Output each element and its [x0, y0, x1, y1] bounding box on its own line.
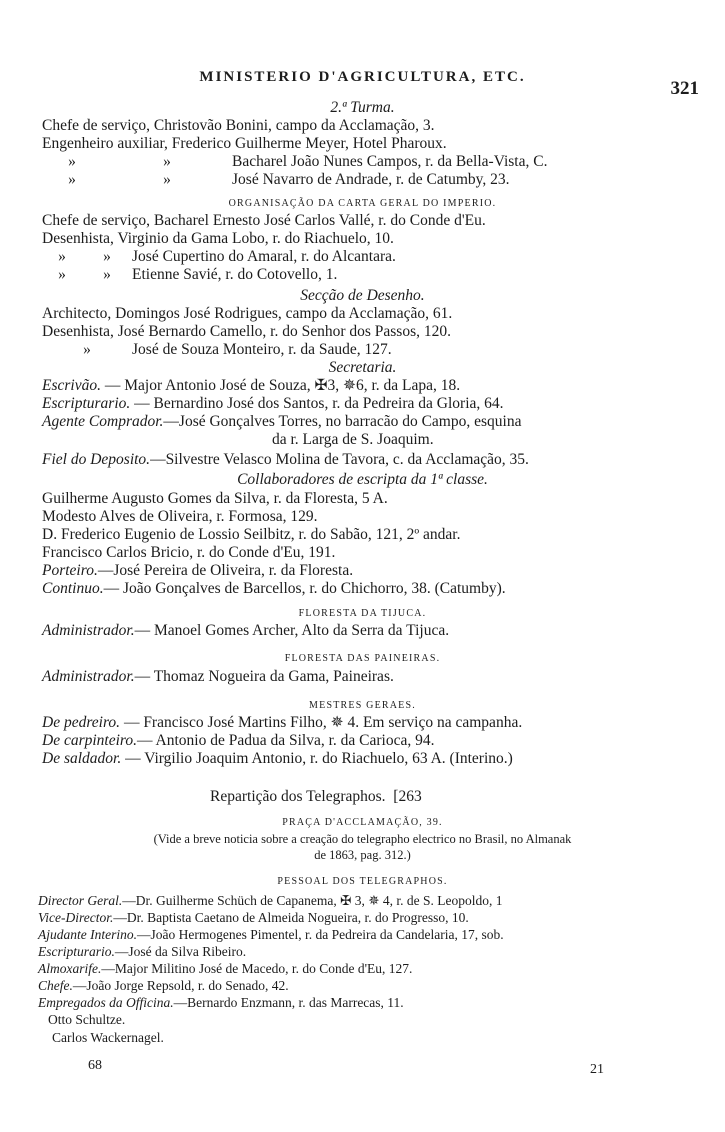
telegraphos-number: [263: [393, 788, 422, 805]
pessoal-label: Chefe.: [38, 978, 73, 993]
desenho-line-3: [42, 341, 705, 359]
collab-line-1: Guilherme Augusto Gomes da Silva, r. da Floresta, 5 A.: [42, 490, 388, 507]
desenho-line-2: Desenhista, José Bernardo Camello, r. do Senhor dos Passos, 120.: [42, 323, 451, 340]
carta-line-3-text: José Cupertino do Amaral, r. do Alcantara.: [132, 248, 396, 265]
continuo-label: Continuo.: [42, 580, 104, 597]
collab-line-3: D. Frederico Eugenio de Lossio Seilbitz, r. do Sabão, 121, 2º andar.: [42, 526, 461, 543]
pessoal-extra: Carlos Wackernagel.: [52, 1030, 164, 1045]
pessoal-text: —Dr. Baptista Caetano de Almeida Nogueira, r. do Progresso, 10.: [113, 910, 469, 925]
pessoal-row: [38, 995, 705, 1011]
telegraphos-note-2: de 1863, pag. 312.): [314, 848, 411, 862]
tijuca-line: [42, 622, 705, 640]
ditto-mark: »: [83, 341, 91, 358]
escripturario-line: [42, 395, 705, 413]
mestre-text: — Antonio de Padua da Silva, r. da Carioca, 94.: [137, 732, 435, 749]
mestres-heading: MESTRES GERAES.: [309, 700, 416, 711]
mestre-row: [42, 732, 705, 750]
carta-geral-heading: ORGANISAÇÃO DA CARTA GERAL DO IMPERIO.: [228, 198, 497, 209]
mestre-row: [42, 714, 705, 732]
pessoal-text: —Bernardo Enzmann, r. das Marrecas, 11.: [173, 995, 404, 1010]
mestre-text: — Virgilio Joaquim Antonio, r. do Riachuelo, 63 A. (Interino.): [125, 750, 513, 767]
pessoal-row: [38, 961, 705, 977]
pessoal-text: —Major Militino José de Macedo, r. do Conde d'Eu, 127.: [101, 961, 413, 976]
continuo-text: — João Gonçalves de Barcellos, r. do Chichorro, 38. (Catumby).: [103, 580, 506, 597]
turma-heading: 2.ª Turma.: [330, 99, 395, 116]
mestre-text: — Francisco José Martins Filho, ✵ 4. Em serviço na campanha.: [123, 714, 523, 731]
pessoal-label: Almoxarife.: [38, 961, 102, 976]
pessoal-label: Escripturario.: [38, 944, 115, 959]
pessoal-label: Empregados da Officina.: [38, 995, 174, 1010]
ditto-mark: »: [68, 171, 76, 188]
paineiras-text: — Thomaz Nogueira da Gama, Paineiras.: [134, 668, 394, 685]
page-number: 321: [670, 78, 699, 99]
ditto-mark: »: [163, 171, 171, 188]
pessoal-row: [38, 910, 705, 926]
telegraphos-heading-line: [210, 788, 705, 806]
porteiro-line: [42, 562, 705, 580]
desenho-line-1: Architecto, Domingos José Rodrigues, campo da Acclamação, 61.: [42, 305, 453, 322]
footer-signature-left: 68: [88, 1058, 102, 1073]
ditto-mark: »: [103, 248, 111, 265]
pessoal-heading: PESSOAL DOS TELEGRAPHOS.: [277, 876, 448, 887]
desenho-line-3-text: José de Souza Monteiro, r. da Saude, 127.: [132, 341, 392, 358]
pessoal-label: Ajudante Interino.: [38, 927, 137, 942]
pessoal-label: Director Geral.: [38, 893, 123, 908]
telegraphos-address: PRAÇA D'ACCLAMAÇÃO, 39.: [282, 817, 443, 828]
tijuca-heading: FLORESTA DA TIJUCA.: [298, 608, 427, 619]
collaboradores-heading: Collaboradores de escripta da 1ª classe.: [237, 471, 488, 488]
ditto-mark: »: [58, 266, 66, 283]
turma-line-4: [42, 171, 705, 189]
ditto-mark: »: [103, 266, 111, 283]
collab-line-2: Modesto Alves de Oliveira, r. Formosa, 129.: [42, 508, 318, 525]
escripturario-label: Escripturario.: [42, 395, 131, 412]
turma-line-3-text: Bacharel João Nunes Campos, r. da Bella-Vista, C.: [232, 153, 548, 170]
fiel-line: [42, 451, 705, 469]
telegraphos-note-1: (Vide a breve noticia sobre a creação do telegrapho electrico no Brasil, no Almanak: [153, 832, 572, 846]
fiel-text: —Silvestre Velasco Molina de Tavora, c. da Acclamação, 35.: [150, 451, 529, 468]
turma-line-4-text: José Navarro de Andrade, r. de Catumby, 23.: [232, 171, 510, 188]
pessoal-row: [38, 927, 705, 943]
escrivao-label: Escrivão.: [42, 377, 101, 394]
mestre-label: De carpinteiro.: [42, 732, 137, 749]
pessoal-row: [38, 893, 705, 909]
fiel-label: Fiel do Deposito.: [42, 451, 151, 468]
turma-line-3: [42, 153, 705, 171]
footer-signature-right: 21: [590, 1062, 604, 1077]
desenho-heading: Secção de Desenho.: [300, 287, 425, 304]
running-header-title: MINISTERIO D'AGRICULTURA, ETC.: [199, 69, 526, 85]
escrivao-line: [42, 377, 705, 395]
pessoal-text: —João Jorge Repsold, r. do Senado, 42.: [72, 978, 289, 993]
pessoal-text: —José da Silva Ribeiro.: [114, 944, 247, 959]
pessoal-text: —Dr. Guilherme Schüch de Capanema, ✠ 3, ✵ 4, r. de S. Leopoldo, 1: [122, 893, 503, 908]
pessoal-row: [38, 978, 705, 994]
agente-label: Agente Comprador.: [42, 413, 164, 430]
escrivao-text: — Major Antonio José de Souza, ✠3, ✵6, r. da Lapa, 18.: [104, 377, 461, 394]
tijuca-text: — Manoel Gomes Archer, Alto da Serra da Tijuca.: [134, 622, 450, 639]
ditto-mark: »: [68, 153, 76, 170]
porteiro-text: —José Pereira de Oliveira, r. da Floresta.: [97, 562, 354, 579]
agente-text: —José Gonçalves Torres, no barracão do Campo, esquina: [163, 413, 522, 430]
carta-line-3: [42, 248, 705, 266]
telegraphos-heading: Repartição dos Telegraphos.: [210, 788, 386, 805]
mestre-row: [42, 750, 705, 768]
mestre-label: De pedreiro.: [42, 714, 121, 731]
paineiras-label: Administrador.: [42, 668, 135, 685]
turma-line-1: Chefe de serviço, Christovão Bonini, campo da Acclamação, 3.: [42, 117, 435, 134]
tijuca-label: Administrador.: [42, 622, 135, 639]
collab-line-4: Francisco Carlos Bricio, r. do Conde d'Eu, 191.: [42, 544, 336, 561]
pessoal-label: Vice-Director.: [38, 910, 114, 925]
pessoal-extra: Otto Schultze.: [48, 1012, 126, 1027]
porteiro-label: Porteiro.: [42, 562, 98, 579]
turma-line-2: Engenheiro auxiliar, Frederico Guilherme Meyer, Hotel Pharoux.: [42, 135, 447, 152]
carta-line-4-text: Etienne Savié, r. do Cotovello, 1.: [132, 266, 338, 283]
secretaria-heading: Secretaria.: [328, 359, 397, 376]
agente-line-cont: da r. Larga de S. Joaquim.: [272, 431, 434, 448]
pessoal-row: [38, 944, 705, 960]
pessoal-text: —João Hermogenes Pimentel, r. da Pedreira da Candelaria, 17, sob.: [136, 927, 504, 942]
agente-line: [42, 413, 705, 431]
ditto-mark: »: [58, 248, 66, 265]
paineiras-heading: FLORESTA DAS PAINEIRAS.: [284, 653, 441, 664]
carta-line-4: [42, 266, 705, 284]
mestre-label: De saldador.: [42, 750, 122, 767]
ditto-mark: »: [163, 153, 171, 170]
carta-line-1: Chefe de serviço, Bacharel Ernesto José Carlos Vallé, r. do Conde d'Eu.: [42, 212, 486, 229]
carta-line-2: Desenhista, Virginio da Gama Lobo, r. do Riachuelo, 10.: [42, 230, 394, 247]
continuo-line: [42, 580, 705, 598]
escripturario-text: — Bernardino José dos Santos, r. da Pedreira da Gloria, 64.: [134, 395, 504, 412]
paineiras-line: [42, 668, 705, 686]
